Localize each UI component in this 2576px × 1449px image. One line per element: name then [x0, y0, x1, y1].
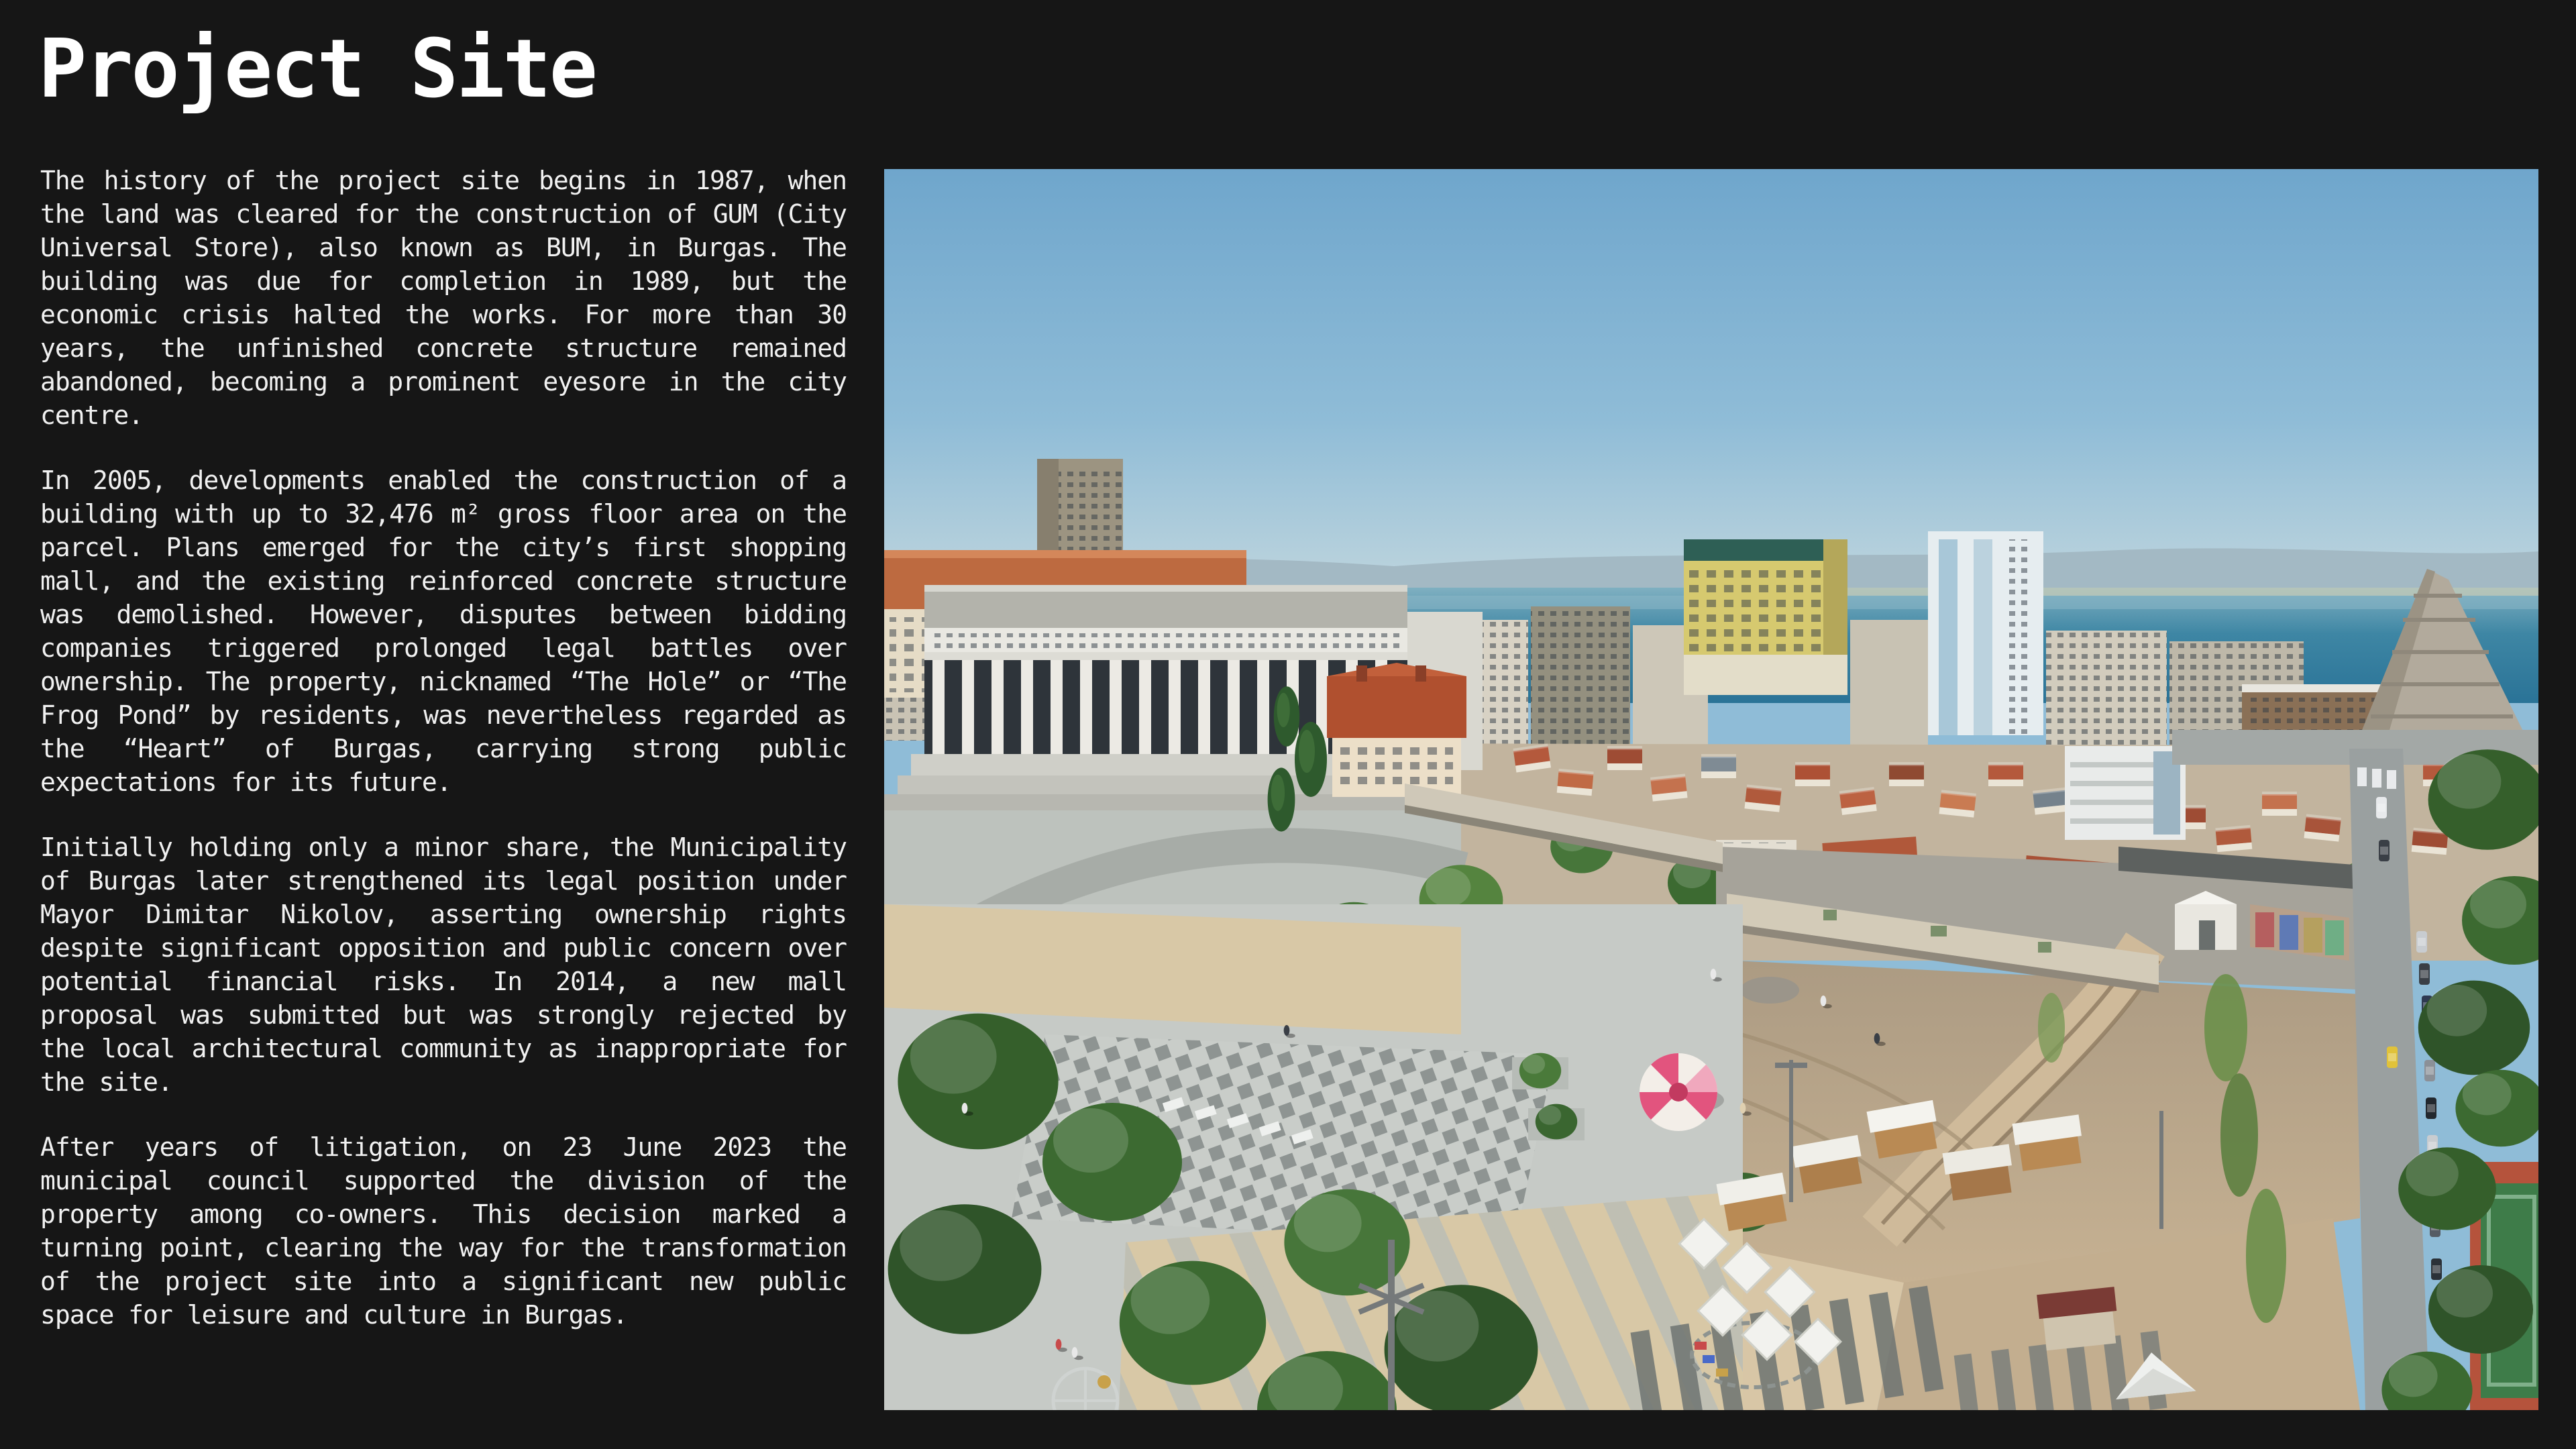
paragraph-municipality: Initially holding only a minor share, the Municipality of Burgas later strengthened its legal position under Mayor Dimitar Nikolov, asserting ownership rights despite significant opposition and public concern over potential financial risks. In 2014, a new mall proposal was submitted but was strongly rejected by the local architectural community as inappropriate for the site. [40, 833, 847, 1097]
aerial-photo-illustration [884, 169, 2538, 1410]
page-title: Project Site [38, 23, 596, 116]
paragraph-2005-mall: In 2005, developments enabled the construction of a building with up to 32,476 m² gross floor area on the parcel. Plans emerged for the city’s first shopping mall, and the existing reinforced concrete structure was demolished. However, disputes between bidding companies triggered prolonged legal battles over ownership. The property, nicknamed “The Hole” or “The Frog Pond” by residents, was nevertheless regarded as the “Heart” of Burgas, carrying strong public expectations for its future. [40, 466, 847, 797]
paragraph-2023-decision: After years of litigation, on 23 June 2023 the municipal council supported the division of the property among co-owners. This decision marked a turning point, clearing the way for the transformation of the project site into a significant new public space for leisure and culture in Burgas. [40, 1132, 847, 1330]
historic-villa [1327, 663, 1466, 797]
paragraph-history-1987: The history of the project site begins in 1987, when the land was cleared for the construction of GUM (City Universal Store), also known as BUM, in Burgas. The building was due for completion in 1989, but the economic crisis halted the works. For more than 30 years, the unfinished concrete structure remained abandoned, becoming a prominent eyesore in the city centre. [40, 166, 847, 430]
body-text [40, 164, 847, 1332]
kiosk-maroon [2037, 1287, 2120, 1351]
aerial-photo [884, 169, 2538, 1410]
